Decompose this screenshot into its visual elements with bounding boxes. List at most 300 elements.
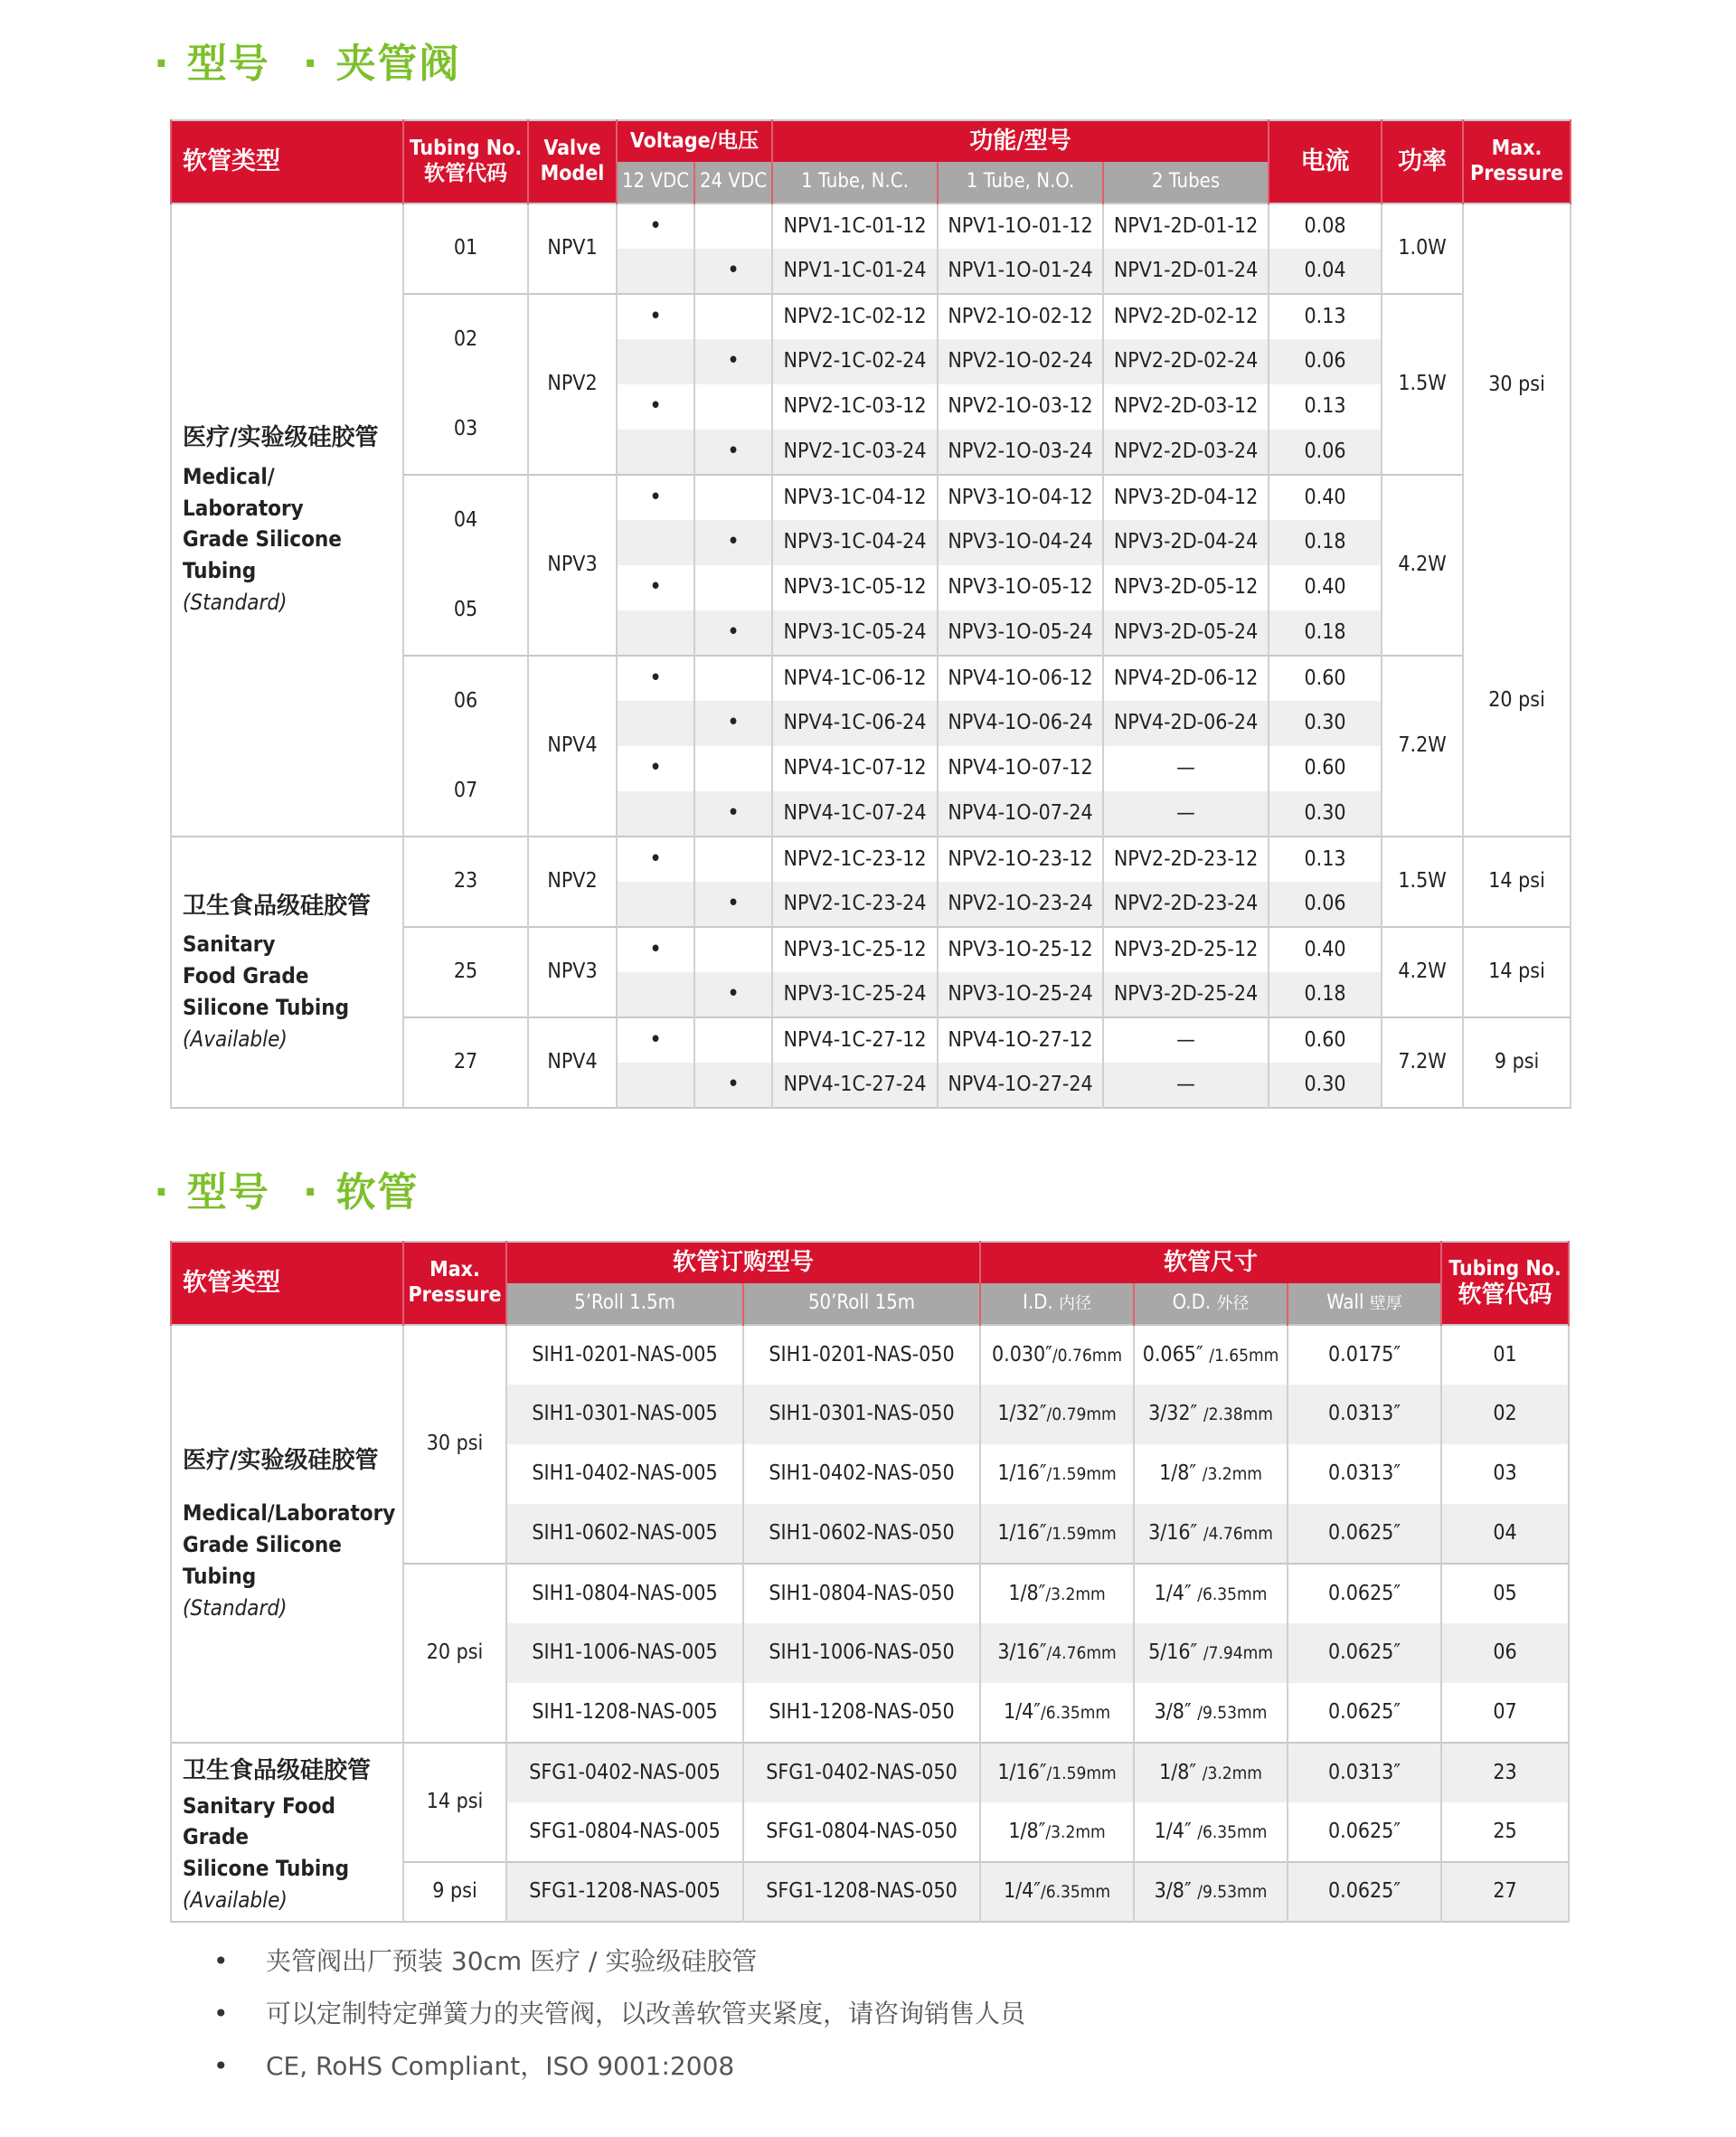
roll-50ft-cell: SFG1-0402-NAS-050 — [743, 1743, 980, 1802]
model-2tubes-cell: NPV3-2D-05-12 — [1103, 565, 1269, 610]
id-cell — [980, 1504, 1134, 1564]
roll-5ft-cell: SIH1-1208-NAS-005 — [506, 1683, 743, 1743]
current-cell: 0.18 — [1269, 520, 1382, 565]
model-no-cell: NPV4-1O-06-12 — [938, 656, 1103, 701]
current-cell: 0.60 — [1269, 746, 1382, 791]
valve-model-cell: NPV2 — [528, 294, 617, 475]
voltage-12-cell: • — [617, 294, 694, 339]
voltage-24-cell — [694, 1017, 772, 1063]
model-no-cell: NPV3-1O-04-12 — [938, 475, 1103, 520]
roll-5ft-cell: SIH1-1006-NAS-005 — [506, 1623, 743, 1683]
header-tubing-no-cn: 软管代码 — [1458, 1281, 1552, 1310]
voltage-12-cell — [617, 791, 694, 837]
model-nc-cell: NPV1-1C-01-24 — [772, 249, 938, 294]
tubing-no-cell: 04 — [1441, 1504, 1569, 1564]
current-cell: 0.30 — [1269, 701, 1382, 746]
model-no-cell: NPV4-1O-07-24 — [938, 791, 1103, 837]
header-id-en: I.D. — [1023, 1291, 1053, 1315]
tubing-type-sanitary — [171, 837, 403, 1108]
model-nc-cell: NPV4-1C-27-24 — [772, 1063, 938, 1108]
current-cell: 0.40 — [1269, 927, 1382, 972]
id-mm: /1.59mm — [1046, 1763, 1117, 1783]
voltage-12-cell — [617, 701, 694, 746]
pinch-valve-table — [170, 119, 1571, 1109]
power-cell: 4.2W — [1382, 927, 1463, 1017]
od-cell — [1134, 1444, 1288, 1504]
model-2tubes-cell: NPV3-2D-04-12 — [1103, 475, 1269, 520]
id-cell — [980, 1683, 1134, 1743]
header-valve-model-en: Model — [540, 162, 605, 185]
roll-5ft-cell: SIH1-0301-NAS-005 — [506, 1385, 743, 1444]
tubing-no-cell: 25 — [403, 927, 528, 1017]
voltage-12-cell — [617, 610, 694, 656]
model-nc-cell: NPV4-1C-06-12 — [772, 656, 938, 701]
tubing-no-cell: 04 — [403, 475, 528, 565]
valve-model-cell: NPV2 — [528, 837, 617, 927]
type-cn: 医疗/实验级硅胶管 — [183, 1446, 379, 1474]
od-cell — [1134, 1504, 1288, 1564]
header-12vdc: 12 VDC — [617, 162, 694, 203]
id-cell — [980, 1325, 1134, 1385]
header-max-pressure — [403, 1242, 506, 1325]
power-cell: 7.2W — [1382, 656, 1463, 837]
wall-cell: 0.0175″ — [1288, 1325, 1441, 1385]
bullet-dot: · — [154, 41, 171, 87]
model-2tubes-cell: NPV3-2D-25-24 — [1103, 972, 1269, 1017]
type-en: Silicone Tubing — [183, 994, 350, 1020]
type-en: Medical/ — [183, 463, 275, 489]
pressure-cell: 20 psi — [403, 1564, 506, 1743]
od-mm: /1.65mm — [1209, 1345, 1279, 1366]
model-no-cell: NPV3-1O-25-12 — [938, 927, 1103, 972]
voltage-12-cell: • — [617, 384, 694, 430]
model-2tubes-cell: NPV2-2D-03-24 — [1103, 430, 1269, 475]
current-cell: 0.13 — [1269, 294, 1382, 339]
voltage-24-cell: • — [694, 249, 772, 294]
valve-model-cell: NPV4 — [528, 1017, 617, 1108]
type-en: Grade Silicone Tubing — [183, 1532, 342, 1589]
id-inch: 1/4″ — [1003, 1699, 1041, 1724]
voltage-24-cell: • — [694, 610, 772, 656]
valve-model-cell: NPV1 — [528, 203, 617, 294]
type-cn: 卫生食品级硅胶管 — [183, 1757, 372, 1784]
id-mm: /1.59mm — [1046, 1523, 1117, 1544]
tubing-no-cell: 25 — [1441, 1802, 1569, 1862]
roll-50ft-cell: SIH1-0804-NAS-050 — [743, 1564, 980, 1623]
current-cell: 0.30 — [1269, 1063, 1382, 1108]
voltage-24-cell: • — [694, 520, 772, 565]
header-od-en: O.D. — [1172, 1291, 1212, 1315]
tubing-type-medical — [171, 1325, 403, 1743]
model-2tubes-cell: NPV2-2D-03-12 — [1103, 384, 1269, 430]
notes-list — [213, 1935, 1025, 2093]
voltage-12-cell: • — [617, 565, 694, 610]
roll-50ft-cell: SIH1-0602-NAS-050 — [743, 1504, 980, 1564]
tubing-no-cell: 27 — [1441, 1862, 1569, 1922]
header-wall-en: Wall — [1326, 1291, 1364, 1315]
model-2tubes-cell: NPV3-2D-05-24 — [1103, 610, 1269, 656]
od-cell — [1134, 1862, 1288, 1922]
id-mm: /6.35mm — [1040, 1882, 1111, 1903]
model-no-cell: NPV3-1O-25-24 — [938, 972, 1103, 1017]
pressure-cell: 20 psi — [1463, 565, 1571, 837]
note-item: • CE, RoHS Compliant，ISO 9001:2008 — [213, 2040, 1025, 2093]
voltage-12-cell — [617, 882, 694, 927]
voltage-24-cell: • — [694, 882, 772, 927]
power-cell: 7.2W — [1382, 1017, 1463, 1108]
model-2tubes-cell: NPV3-2D-25-12 — [1103, 927, 1269, 972]
od-cell — [1134, 1802, 1288, 1862]
od-mm: /3.2mm — [1202, 1464, 1262, 1485]
model-2tubes-cell: NPV2-2D-02-24 — [1103, 339, 1269, 384]
od-mm: /3.2mm — [1202, 1763, 1262, 1783]
roll-50ft-cell: SFG1-0804-NAS-050 — [743, 1802, 980, 1862]
roll-50ft-cell: SIH1-0301-NAS-050 — [743, 1385, 980, 1444]
wall-cell: 0.0625″ — [1288, 1683, 1441, 1743]
note-item: • 可以定制特定弹簧力的夹管阀，以改善软管夹紧度，请咨询销售人员 — [213, 1988, 1025, 2040]
od-inch: 5/16″ — [1148, 1641, 1198, 1665]
bullet-dot: · — [154, 1169, 171, 1215]
pressure-cell: 30 psi — [403, 1325, 506, 1564]
bullet-dot: · — [302, 41, 320, 87]
od-cell — [1134, 1564, 1288, 1623]
table-row — [171, 1325, 1569, 1385]
od-mm: /9.53mm — [1197, 1882, 1268, 1903]
od-mm: /7.94mm — [1203, 1643, 1273, 1664]
voltage-12-cell — [617, 520, 694, 565]
id-cell — [980, 1743, 1134, 1802]
wall-cell: 0.0625″ — [1288, 1504, 1441, 1564]
model-no-cell: NPV4-1O-06-24 — [938, 701, 1103, 746]
model-nc-cell: NPV1-1C-01-12 — [772, 203, 938, 249]
current-cell: 0.13 — [1269, 837, 1382, 882]
bullet-dot: · — [302, 1169, 320, 1215]
type-en: Sanitary Food Grade — [183, 1792, 335, 1850]
model-2tubes-cell: NPV2-2D-23-24 — [1103, 882, 1269, 927]
current-cell: 0.60 — [1269, 1017, 1382, 1063]
header-power: 功率 — [1382, 120, 1463, 203]
power-cell: 1.5W — [1382, 837, 1463, 927]
model-no-cell: NPV1-1O-01-24 — [938, 249, 1103, 294]
model-nc-cell: NPV3-1C-25-12 — [772, 927, 938, 972]
id-inch: 1/4″ — [1003, 1879, 1041, 1904]
tubing-no-cell: 07 — [1441, 1683, 1569, 1743]
id-inch: 1/16″ — [997, 1520, 1047, 1545]
tubing-no-cell: 02 — [1441, 1385, 1569, 1444]
type-cn: 医疗/实验级硅胶管 — [183, 424, 379, 452]
table-row — [171, 203, 1571, 249]
tubing-no-cell: 03 — [403, 384, 528, 475]
voltage-12-cell — [617, 972, 694, 1017]
id-inch: 3/16″ — [997, 1641, 1047, 1665]
id-inch: 1/8″ — [1008, 1819, 1046, 1843]
tubing-no-cell: 01 — [403, 203, 528, 294]
type-en: Food Grade — [183, 963, 309, 989]
id-cell — [980, 1564, 1134, 1623]
tubing-type-medical — [171, 203, 403, 837]
roll-5ft-cell: SFG1-0402-NAS-005 — [506, 1743, 743, 1802]
od-inch: 3/32″ — [1148, 1402, 1198, 1426]
voltage-24-cell — [694, 656, 772, 701]
voltage-12-cell — [617, 1063, 694, 1108]
section-title-part1: 型号 — [186, 1169, 270, 1215]
current-cell: 0.06 — [1269, 339, 1382, 384]
id-inch: 1/16″ — [997, 1461, 1047, 1486]
model-2tubes-cell: — — [1103, 791, 1269, 837]
voltage-24-cell: • — [694, 339, 772, 384]
model-nc-cell: NPV2-1C-23-24 — [772, 882, 938, 927]
roll-5ft-cell: SFG1-1208-NAS-005 — [506, 1862, 743, 1922]
header-5ft-roll: 5’Roll 1.5m — [506, 1283, 743, 1325]
model-2tubes-cell: NPV4-2D-06-24 — [1103, 701, 1269, 746]
roll-5ft-cell: SIH1-0201-NAS-005 — [506, 1325, 743, 1385]
header-tubing-size: 软管尺寸 — [980, 1242, 1441, 1283]
power-cell: 1.0W — [1382, 203, 1463, 294]
voltage-24-cell — [694, 203, 772, 249]
power-cell: 1.5W — [1382, 294, 1463, 475]
pressure-cell: 14 psi — [1463, 837, 1571, 927]
roll-50ft-cell: SIH1-1006-NAS-050 — [743, 1623, 980, 1683]
current-cell: 0.04 — [1269, 249, 1382, 294]
od-inch: 0.065″ — [1142, 1342, 1203, 1366]
model-nc-cell: NPV2-1C-02-24 — [772, 339, 938, 384]
voltage-12-cell: • — [617, 1017, 694, 1063]
model-2tubes-cell: — — [1103, 1063, 1269, 1108]
voltage-12-cell: • — [617, 475, 694, 520]
header-50ft-roll: 50’Roll 15m — [743, 1283, 980, 1325]
pressure-cell: 14 psi — [403, 1743, 506, 1862]
roll-5ft-cell: SIH1-0402-NAS-005 — [506, 1444, 743, 1504]
power-cell: 4.2W — [1382, 475, 1463, 656]
header-wall — [1288, 1283, 1441, 1325]
model-nc-cell: NPV2-1C-02-12 — [772, 294, 938, 339]
voltage-24-cell: • — [694, 972, 772, 1017]
voltage-24-cell — [694, 746, 772, 791]
voltage-24-cell — [694, 475, 772, 520]
header-current: 电流 — [1269, 120, 1382, 203]
header-tubing-type: 软管类型 — [171, 120, 403, 203]
model-nc-cell: NPV3-1C-25-24 — [772, 972, 938, 1017]
pressure-cell: 9 psi — [1463, 1017, 1571, 1108]
header-valve-model — [528, 120, 617, 203]
model-no-cell: NPV3-1O-05-12 — [938, 565, 1103, 610]
model-2tubes-cell: NPV1-2D-01-24 — [1103, 249, 1269, 294]
pressure-cell: 30 psi — [1463, 203, 1571, 565]
model-nc-cell: NPV4-1C-07-24 — [772, 791, 938, 837]
header-1tube-no: 1 Tube, N.O. — [938, 162, 1103, 203]
voltage-12-cell: • — [617, 656, 694, 701]
current-cell: 0.13 — [1269, 384, 1382, 430]
tubing-no-cell: 27 — [403, 1017, 528, 1108]
type-cn: 卫生食品级硅胶管 — [183, 892, 372, 920]
header-24vdc: 24 VDC — [694, 162, 772, 203]
valve-model-cell: NPV3 — [528, 475, 617, 656]
model-no-cell: NPV4-1O-07-12 — [938, 746, 1103, 791]
id-cell — [980, 1385, 1134, 1444]
model-2tubes-cell: — — [1103, 746, 1269, 791]
wall-cell: 0.0313″ — [1288, 1444, 1441, 1504]
wall-cell: 0.0625″ — [1288, 1623, 1441, 1683]
model-2tubes-cell: NPV2-2D-02-12 — [1103, 294, 1269, 339]
header-pressure: Pressure — [408, 1283, 502, 1307]
current-cell: 0.08 — [1269, 203, 1382, 249]
valve-model-cell: NPV3 — [528, 927, 617, 1017]
table-row — [171, 837, 1571, 882]
header-tubing-type: 软管类型 — [171, 1242, 403, 1325]
od-mm: /6.35mm — [1197, 1584, 1268, 1604]
wall-cell: 0.0313″ — [1288, 1385, 1441, 1444]
pressure-cell: 14 psi — [1463, 927, 1571, 1017]
voltage-24-cell — [694, 565, 772, 610]
od-mm: /4.76mm — [1203, 1523, 1273, 1544]
wall-cell: 0.0625″ — [1288, 1862, 1441, 1922]
header-order-model: 软管订购型号 — [506, 1242, 980, 1283]
section-title-valves — [154, 31, 460, 89]
header-tubing-no — [403, 120, 528, 203]
od-mm: /6.35mm — [1197, 1821, 1268, 1842]
voltage-12-cell: • — [617, 837, 694, 882]
header-voltage: Voltage/电压 — [617, 120, 772, 162]
voltage-24-cell: • — [694, 701, 772, 746]
od-inch: 1/4″ — [1154, 1819, 1192, 1843]
voltage-12-cell: • — [617, 927, 694, 972]
current-cell: 0.30 — [1269, 791, 1382, 837]
tubing-no-cell: 01 — [1441, 1325, 1569, 1385]
model-2tubes-cell: NPV2-2D-23-12 — [1103, 837, 1269, 882]
od-cell — [1134, 1683, 1288, 1743]
model-nc-cell: NPV2-1C-03-24 — [772, 430, 938, 475]
wall-cell: 0.0313″ — [1288, 1743, 1441, 1802]
id-mm: /3.2mm — [1045, 1584, 1106, 1604]
current-cell: 0.40 — [1269, 475, 1382, 520]
roll-50ft-cell: SIH1-0201-NAS-050 — [743, 1325, 980, 1385]
model-nc-cell: NPV3-1C-04-12 — [772, 475, 938, 520]
model-no-cell: NPV2-1O-02-24 — [938, 339, 1103, 384]
id-inch: 1/8″ — [1008, 1581, 1046, 1605]
current-cell: 0.18 — [1269, 972, 1382, 1017]
model-no-cell: NPV4-1O-27-12 — [938, 1017, 1103, 1063]
current-cell: 0.40 — [1269, 565, 1382, 610]
model-no-cell: NPV2-1O-02-12 — [938, 294, 1103, 339]
id-mm: /4.76mm — [1046, 1643, 1117, 1664]
header-id-cn: 内径 — [1058, 1294, 1091, 1314]
tubing-table — [170, 1241, 1570, 1923]
id-mm: /0.76mm — [1052, 1345, 1123, 1366]
od-inch: 1/8″ — [1159, 1760, 1197, 1784]
od-cell — [1134, 1325, 1288, 1385]
voltage-24-cell — [694, 294, 772, 339]
od-inch: 1/8″ — [1159, 1461, 1197, 1486]
model-nc-cell: NPV3-1C-05-24 — [772, 610, 938, 656]
model-no-cell: NPV3-1O-05-24 — [938, 610, 1103, 656]
model-nc-cell: NPV2-1C-03-12 — [772, 384, 938, 430]
model-nc-cell: NPV3-1C-05-12 — [772, 565, 938, 610]
type-note: (Standard) — [183, 590, 288, 616]
current-cell: 0.18 — [1269, 610, 1382, 656]
tubing-type-sanitary — [171, 1743, 403, 1922]
voltage-12-cell — [617, 249, 694, 294]
roll-50ft-cell: SIH1-0402-NAS-050 — [743, 1444, 980, 1504]
model-no-cell: NPV2-1O-23-24 — [938, 882, 1103, 927]
header-tubing-no-cn: 软管代码 — [424, 162, 507, 185]
valve-model-cell: NPV4 — [528, 656, 617, 837]
tubing-no-cell: 05 — [1441, 1564, 1569, 1623]
id-inch: 0.030″ — [991, 1342, 1052, 1366]
header-max: Max. — [1491, 137, 1543, 161]
voltage-24-cell: • — [694, 791, 772, 837]
current-cell: 0.06 — [1269, 882, 1382, 927]
od-cell — [1134, 1623, 1288, 1683]
tubing-no-cell: 06 — [1441, 1623, 1569, 1683]
voltage-24-cell: • — [694, 1063, 772, 1108]
type-en: Grade Silicone Tubing — [183, 526, 342, 584]
model-nc-cell: NPV2-1C-23-12 — [772, 837, 938, 882]
id-mm: /1.59mm — [1046, 1464, 1117, 1485]
id-cell — [980, 1623, 1134, 1683]
voltage-12-cell — [617, 339, 694, 384]
od-inch: 3/8″ — [1154, 1699, 1192, 1724]
model-2tubes-cell: NPV3-2D-04-24 — [1103, 520, 1269, 565]
model-no-cell: NPV2-1O-03-24 — [938, 430, 1103, 475]
type-note: (Available) — [183, 1026, 288, 1052]
wall-cell: 0.0625″ — [1288, 1802, 1441, 1862]
type-en: Sanitary — [183, 931, 276, 958]
model-nc-cell: NPV3-1C-04-24 — [772, 520, 938, 565]
tubing-no-cell: 07 — [403, 746, 528, 837]
current-cell: 0.60 — [1269, 656, 1382, 701]
model-nc-cell: NPV4-1C-06-24 — [772, 701, 938, 746]
id-cell — [980, 1862, 1134, 1922]
tubing-no-cell: 05 — [403, 565, 528, 656]
type-en: Laboratory — [183, 495, 304, 521]
voltage-12-cell — [617, 430, 694, 475]
roll-5ft-cell: SIH1-0804-NAS-005 — [506, 1564, 743, 1623]
id-cell — [980, 1444, 1134, 1504]
od-inch: 3/16″ — [1148, 1520, 1198, 1545]
roll-50ft-cell: SIH1-1208-NAS-050 — [743, 1683, 980, 1743]
voltage-12-cell: • — [617, 746, 694, 791]
voltage-12-cell: • — [617, 203, 694, 249]
section-title-part2: 夹管阀 — [335, 41, 461, 87]
section-title-tubing — [154, 1159, 419, 1217]
od-mm: /9.53mm — [1197, 1702, 1268, 1723]
id-inch: 1/16″ — [997, 1760, 1047, 1784]
id-mm: /3.2mm — [1045, 1821, 1106, 1842]
type-note: (Available) — [183, 1887, 288, 1914]
tubing-no-cell: 06 — [403, 656, 528, 746]
tubing-no-cell: 03 — [1441, 1444, 1569, 1504]
model-2tubes-cell: — — [1103, 1017, 1269, 1063]
model-no-cell: NPV4-1O-27-24 — [938, 1063, 1103, 1108]
header-tubing-no — [1441, 1242, 1569, 1325]
model-2tubes-cell: NPV1-2D-01-12 — [1103, 203, 1269, 249]
pressure-cell: 9 psi — [403, 1862, 506, 1922]
tubing-no-cell: 02 — [403, 294, 528, 384]
type-note: (Standard) — [183, 1594, 288, 1621]
model-no-cell: NPV2-1O-03-12 — [938, 384, 1103, 430]
type-en: Silicone Tubing — [183, 1856, 350, 1882]
header-tubing-no-en: Tubing No. — [409, 137, 523, 161]
header-1tube-nc: 1 Tube, N.C. — [772, 162, 938, 203]
model-no-cell: NPV2-1O-23-12 — [938, 837, 1103, 882]
tubing-no-cell: 23 — [1441, 1743, 1569, 1802]
id-mm: /0.79mm — [1046, 1404, 1117, 1425]
header-wall-cn: 壁厚 — [1369, 1294, 1402, 1314]
voltage-24-cell — [694, 837, 772, 882]
roll-5ft-cell: SIH1-0602-NAS-005 — [506, 1504, 743, 1564]
voltage-24-cell — [694, 384, 772, 430]
model-no-cell: NPV3-1O-04-24 — [938, 520, 1103, 565]
